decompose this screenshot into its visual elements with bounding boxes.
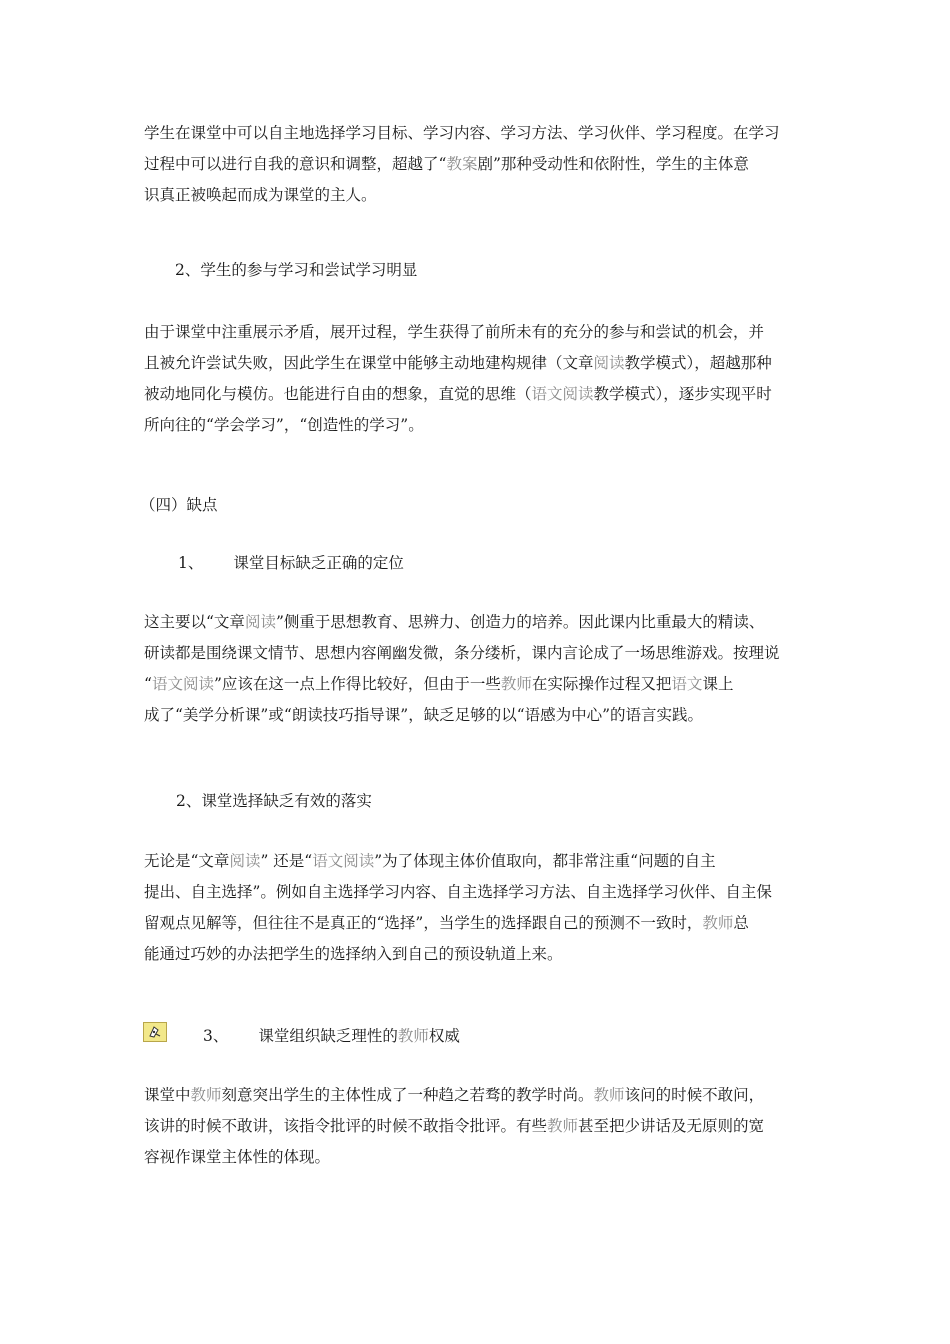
text-run: ”应该在这一点上作得比较好，但由于一些 xyxy=(213,675,501,693)
paragraph-2-line-3 xyxy=(144,379,812,410)
text-run: ”为了体现主体价值取向，都非常注重“问题的自主 xyxy=(374,852,716,870)
list-number: 3、 xyxy=(203,1027,229,1045)
paragraph-5-line-2 xyxy=(144,1111,812,1142)
paragraph-4 xyxy=(144,846,812,970)
section-heading-3-authority xyxy=(203,1024,871,1048)
link-jiaoshi[interactable]: 教师 xyxy=(397,1027,429,1045)
text-run: 教学模式），超越那种 xyxy=(624,354,772,372)
paragraph-2-line-2 xyxy=(144,348,812,379)
paragraph-5-line-1 xyxy=(144,1080,812,1111)
text-run: 剧”那种受动性和依附性，学生的主体意 xyxy=(477,155,749,173)
link-jiaoshi[interactable]: 教师 xyxy=(593,1086,625,1104)
link-yuwen-yuedu[interactable]: 语文阅读 xyxy=(151,675,214,693)
paragraph-3-line-3 xyxy=(144,669,812,700)
link-yuedu[interactable]: 阅读 xyxy=(244,613,276,631)
paragraph-3-line-1 xyxy=(144,607,812,638)
link-jiaoshi[interactable]: 教师 xyxy=(190,1086,222,1104)
text-run: ” 还是“ xyxy=(260,852,313,870)
text-run: 无论是“文章 xyxy=(144,852,230,870)
paragraph-2-line-4: 所向往的“学会学习”，“创造性的学习”。 xyxy=(144,416,424,434)
paragraph-4-line-1 xyxy=(144,846,812,877)
heading-text: 权威 xyxy=(428,1027,460,1045)
text-run: 甚至把少讲话及无原则的宽 xyxy=(578,1117,765,1135)
paragraph-1-line-3: 识真正被唤起而成为课堂的主人。 xyxy=(144,186,377,204)
section-heading-1-goal xyxy=(178,551,846,575)
text-run: 该问的时候不敢问， xyxy=(624,1086,765,1104)
text-run: 留观点见解等，但往往不是真正的“选择”，当学生的选择跟自己的预测不一致时， xyxy=(144,914,703,932)
paragraph-5 xyxy=(144,1080,812,1173)
paragraph-1 xyxy=(144,118,812,211)
link-yuwen-yuedu[interactable]: 语文阅读 xyxy=(312,852,375,870)
list-number: 1、 xyxy=(178,554,204,572)
text-run: 被动地同化与模仿。也能进行自由的想象，直觉的思维（ xyxy=(144,385,532,403)
text-run: 该讲的时候不敢讲，该指令批评的时候不敢指令批评。有些 xyxy=(144,1117,548,1135)
text-run: 总 xyxy=(733,914,749,932)
text-run: 教学模式），逐步实现平时 xyxy=(593,385,772,403)
paragraph-4-line-4: 能通过巧妙的办法把学生的选择纳入到自己的预设轨道上来。 xyxy=(144,945,563,963)
text-run: “ xyxy=(144,675,152,693)
link-yuwen-yuedu[interactable]: 语文阅读 xyxy=(531,385,594,403)
link-jiaoshi[interactable]: 教师 xyxy=(500,675,532,693)
paragraph-1-line-1: 学生在课堂中可以自主地选择学习目标、学习内容、学习方法、学习伙伴、学习程度。在学习 xyxy=(144,124,780,142)
link-jiaoshi[interactable]: 教师 xyxy=(547,1117,579,1135)
section-heading-2-choice: 2、课堂选择缺乏有效的落实 xyxy=(176,792,372,810)
link-jiaoan[interactable]: 教案 xyxy=(446,155,478,173)
heading-text: 课堂组织缺乏理性的 xyxy=(258,1027,398,1045)
paragraph-3 xyxy=(144,607,812,731)
section-heading-2-participation: 2、学生的参与学习和尝试学习明显 xyxy=(175,261,418,279)
paragraph-4-line-2: 提出、自主选择”。例如自主选择学习内容、自主选择学习方法、自主选择学习伙伴、自主保 xyxy=(144,883,772,901)
link-jiaoshi[interactable]: 教师 xyxy=(702,914,734,932)
text-run: ”侧重于思想教育、思辨力、创造力的培养。因此课内比重最大的精读、 xyxy=(275,613,765,631)
text-run: 课堂中 xyxy=(144,1086,191,1104)
text-run: 课上 xyxy=(702,675,734,693)
text-run: 过程中可以进行自我的意识和调整，超越了“ xyxy=(144,155,447,173)
paragraph-4-line-3 xyxy=(144,908,812,939)
text-run: 刻意突出学生的主体性成了一种趋之若骛的教学时尚。 xyxy=(221,1086,594,1104)
paragraph-3-line-2: 研读都是围绕课文情节、思想内容阐幽发微，条分缕析，课内言论成了一场思维游戏。按理说 xyxy=(144,644,780,662)
paragraph-1-line-2 xyxy=(144,149,812,180)
link-yuwen[interactable]: 语文 xyxy=(671,675,703,693)
paragraph-2 xyxy=(144,317,812,441)
text-run: 且被允许尝试失败，因此学生在课堂中能够主动地建构规律（文章 xyxy=(144,354,594,372)
note-icon[interactable] xyxy=(143,1022,167,1042)
link-yuedu[interactable]: 阅读 xyxy=(593,354,625,372)
paragraph-3-line-4: 成了“美学分析课”或“朗读技巧指导课”，缺乏足够的以“语感为中心”的语言实践。 xyxy=(144,706,704,724)
paragraph-5-line-3: 容视作课堂主体性的体现。 xyxy=(144,1148,331,1166)
note-icon-glyph xyxy=(147,1025,163,1039)
section-heading-shortcomings: （四）缺点 xyxy=(140,496,218,514)
text-run: 这主要以“文章 xyxy=(144,613,245,631)
link-yuedu[interactable]: 阅读 xyxy=(229,852,261,870)
text-run: 在实际操作过程又把 xyxy=(531,675,672,693)
heading-text: 课堂目标缺乏正确的定位 xyxy=(233,554,404,572)
paragraph-2-line-1: 由于课堂中注重展示矛盾，展开过程，学生获得了前所未有的充分的参与和尝试的机会，并 xyxy=(144,323,765,341)
